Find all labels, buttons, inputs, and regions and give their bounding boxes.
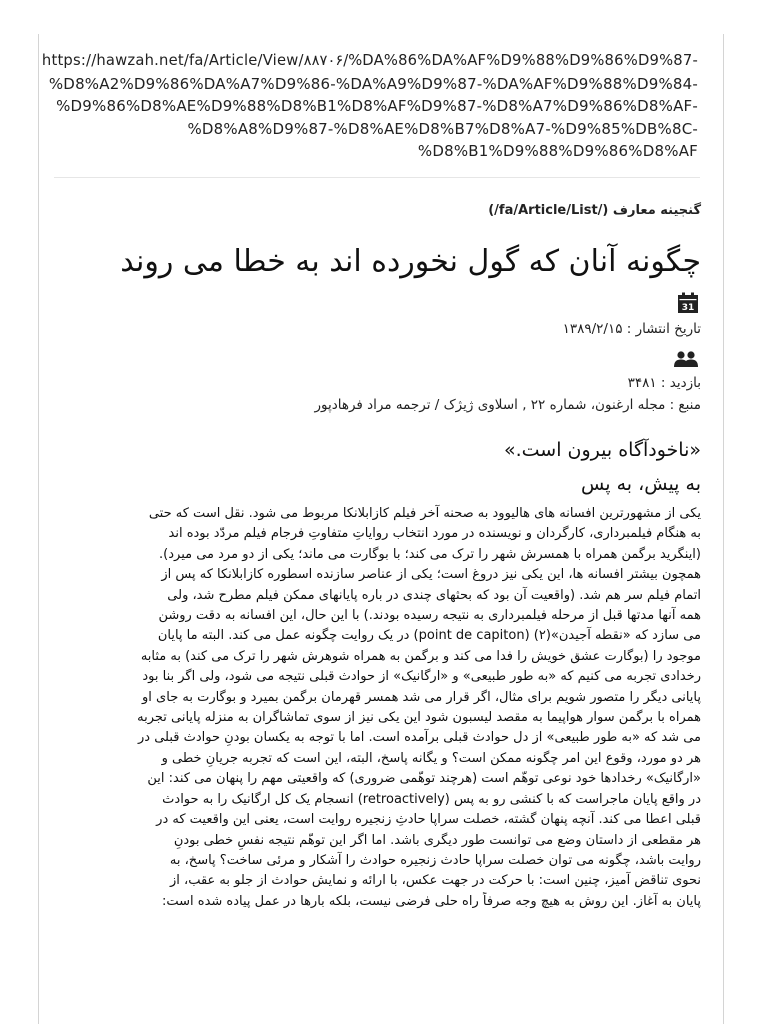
- people-icon: [673, 350, 699, 368]
- paragraph-line: هر مقطعی از داستان وضع می توانست طور دیگری باشد. اما اگر این توهّم نتیجه نفسِ خطی بودنِ: [173, 832, 701, 848]
- paragraph-line: قبلی اعطا می کند. آنچه پنهان گشته، خصلت سراپا حادثِ زنجیره روایت است، یعنی این واقعیت که در: [156, 812, 701, 828]
- url-line: %D8%A8%D9%87-%D8%AE%D8%B7%D8%A7-%D9%85%DB%8C-: [187, 119, 698, 138]
- paragraph-line: به هنگام فیلمبرداری، کارگردان و نویسنده در مورد انتخاب روایاتِ متفاوتِ فرجام فیلم مردّد بوده اند: [168, 526, 701, 542]
- paragraph-line: می سازد که «نقطه آجیدن»(۲) (point de capiton) در یک روایت چگونه عمل می کند. البته ما پایان: [157, 628, 701, 644]
- article-source: منبع : مجله ارغنون، شماره ۲۲ , اسلاوی ژیژک / ترجمه مراد فرهادپور: [314, 397, 701, 413]
- paragraph-line: روایت باشد، چگونه می توان خصلت سراپا حادث زنجیره حوادث را آشکار و مرئی ساخت؟ پاسخ، به: [169, 852, 701, 868]
- paragraph-line: پایانی دیگر را متصور شویم برای مثال، اگر قرار می شد همسر قهرمان برگمن بمیرد و بوگارت به جای او: [142, 689, 701, 705]
- url-line: %D8%A2%D9%86%DA%A7%D9%86-%DA%A9%D9%87-%DA%AF%D9%88%D9%84-: [48, 74, 698, 93]
- paragraph-line: موجود را (بوگارت عشق خویش را فدا می کند و برگمن به همراه شوهرش شهر را ترک می کند) به مثابه: [140, 648, 701, 664]
- paragraph-line: در واقع پایان ماجراست که با کنشی رو به پس (retroactively) انسجام یک کل ارگانیک را به حوادث: [162, 791, 701, 807]
- paragraph-line: «ارگانیک» رخدادها خود نوعی توهّم است (هرچند توهّمی ضروری) که واقعیتی مهم را پنهان می کند: این: [147, 771, 701, 787]
- publish-date: تاریخ انتشار : ۱۳۸۹/۲/۱۵: [562, 321, 701, 337]
- section-heading: به پیش، به پس: [581, 473, 701, 495]
- paragraph-line: (اینگرید برگمن همراه با همسرش شهر را ترک می کند؛ با بوگارت می ماند؛ یکی از دو مرد می میرد).: [159, 546, 701, 562]
- header-separator: [54, 177, 700, 178]
- article-quote: «ناخودآگاه بیرون است.»: [503, 439, 701, 461]
- paragraph-line: رخدادی تجربه می کنیم که «به طور طبیعی» و «ارگانیک» از حوادث قبلی نتیجه می شود، ولی اگر بنا بود: [142, 669, 701, 685]
- paragraph-line: همراه با برگمن سوار هواپیما به مقصد لیسبون شود این یکی نیز از سوی تماشاگران به منزله پایانی تجربه: [137, 710, 701, 726]
- calendar-day: 31: [681, 303, 695, 313]
- paragraph-line: یکی از مشهورترین افسانه های هالیوود به صحنه آخر فیلم کازابلانکا مربوط می شود. نقل است که حتی: [148, 506, 701, 521]
- calendar-icon: [677, 292, 699, 314]
- article-title: چگونه آنان که گول نخورده اند به خطا می روند: [120, 244, 701, 279]
- article: [56, 196, 701, 912]
- paragraph-line: پایان به آغاز. این روش به هیچ وجه صرفاً راه حلی فرضی نیست، بلکه بارها در عمل پیاده شده است:: [161, 893, 701, 909]
- article-paragraph: [56, 504, 701, 912]
- calendar-icon-wrap: [56, 282, 701, 318]
- paragraph-line: نحوی تناقض آمیز، چنین است: با حرکت در جهت عکس، با ارائه و نمایش حوادث از جلو به عقب، از: [169, 873, 701, 889]
- breadcrumb[interactable]: گنجینه معارف (/fa/Article/List/): [488, 203, 701, 218]
- paragraph-line: همچون بیشتر افسانه ها، این یکی نیز دروغ است؛ یکی از عناصر سازنده اسطوره کازابلانکا که پس از: [161, 567, 701, 583]
- visit-count: بازدید : ۳۴۸۱: [627, 375, 701, 391]
- paragraph-line: همه آنها مدتها قبل از مرحله فیلمبرداری به نتیجه رسیده بودند.) با این حال، این افسانه به دقت روشن: [158, 608, 701, 624]
- paragraph-line: می شد که «به طور طبیعی» از دل حوادث قبلی برآمده است. اما با توجه به یکسان بودنِ حوادث قبلی در: [138, 730, 701, 746]
- people-icon-wrap: [56, 340, 701, 372]
- url-line: https://hawzah.net/fa/Article/View/۸۸۷۰۶/%DA%86%DA%AF%D9%88%D9%86%D9%87-: [41, 52, 698, 69]
- url-line: %D9%86%D8%AE%D9%88%D8%B1%D8%AF%D9%87-%D8%A7%D9%86%D8%AF-: [56, 97, 698, 115]
- paragraph-line: هر دو مورد، وقوع این امر چگونه ممکن است؟ و یگانه پاسخ، البته، این است که تجربه جریانِ خطی و: [161, 750, 701, 766]
- page-url[interactable]: [38, 50, 698, 163]
- paragraph-line: اتمام فیلم سر هم شد. (واقعیت آن بود که بحثهای چندی در باره پایانهای ممکن فیلم مطرح شد، ولی: [167, 587, 701, 603]
- url-line: %D8%B1%D9%88%D9%86%D8%AF: [417, 142, 698, 160]
